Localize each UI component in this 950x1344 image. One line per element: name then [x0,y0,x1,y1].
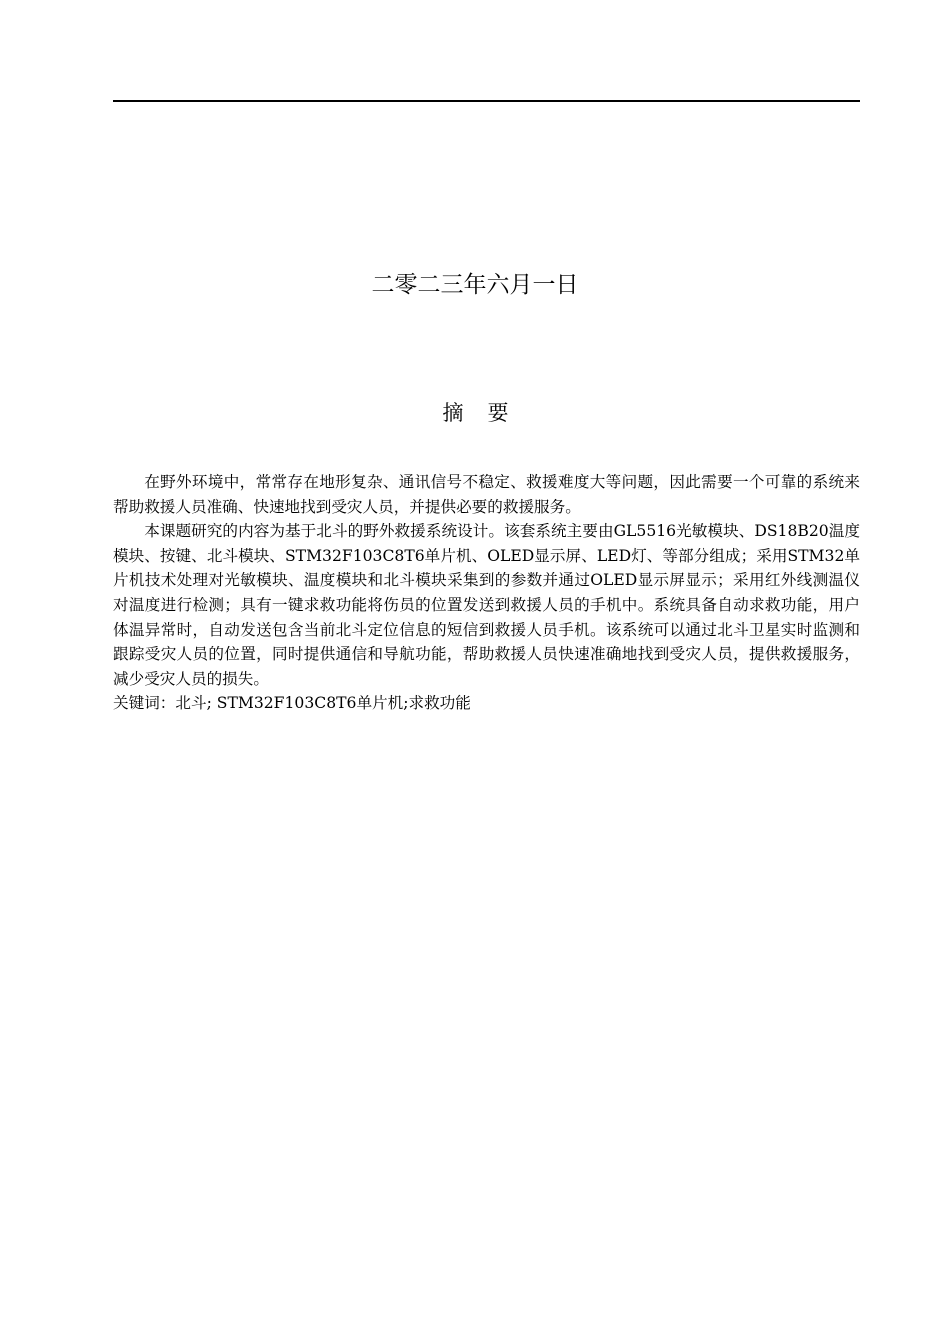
keywords-label: 关键词： [113,694,176,713]
abstract-paragraph-2: 本课题研究的内容为基于北斗的野外救援系统设计。该套系统主要由GL5516光敏模块、DS18B20温度模块、按键、北斗模块、STM32F103C8T6单片机、OLED显示屏、LED灯、等部分组成；采用STM32单片机技术处理对光敏模块、温度模块和北斗模块采集到的参数并通过OLED显示屏显示；采用红外线测温仪对温度进行检测；具有一键求救功能将伤员的位置发送到救援人员的手机中。系统具备自动求救功能，用户体温异常时，自动发送包含当前北斗定位信息的短信到救援人员手机。该系统可以通过北斗卫星实时监测和跟踪受灾人员的位置，同时提供通信和导航功能，帮助救援人员快速准确地找到受灾人员，提供救援服务，减少受灾人员的损失。 [113,522,860,688]
header-rule [113,100,860,102]
abstract-heading: 摘要 [442,401,533,425]
abstract-body [113,470,860,716]
document-date: 二零二三年六月一日 [371,272,579,298]
keywords-value: 北斗; STM32F103C8T6单片机;求救功能 [175,694,471,713]
keywords-line [113,691,860,716]
abstract-paragraph-1: 在野外环境中，常常存在地形复杂、通讯信号不稳定、救援难度大等问题，因此需要一个可靠的系统来帮助救援人员准确、快速地找到受灾人员，并提供必要的救援服务。 [113,473,860,516]
